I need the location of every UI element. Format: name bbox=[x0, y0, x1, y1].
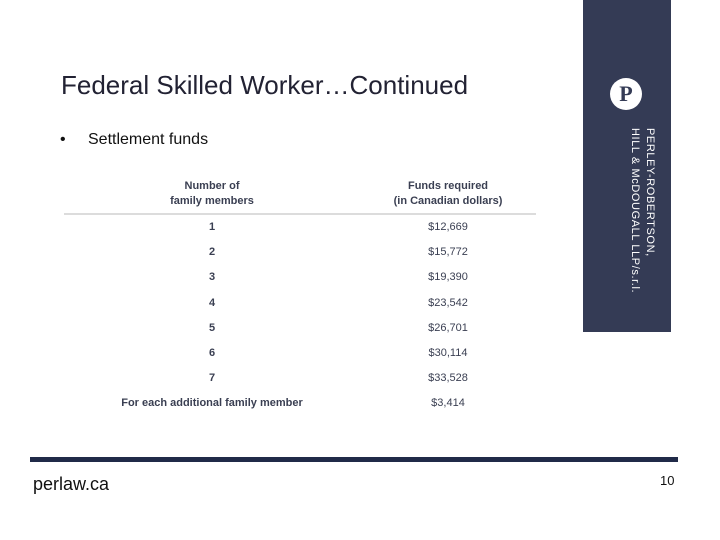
funds-cell: $33,528 bbox=[428, 372, 468, 385]
header-members-line2: family members bbox=[170, 195, 254, 207]
funds-cell: $23,542 bbox=[428, 296, 468, 309]
members-cell: 2 bbox=[208, 246, 216, 259]
header-funds-required bbox=[380, 179, 516, 209]
page-number: 10 bbox=[660, 473, 675, 488]
funds-cell: $15,772 bbox=[428, 246, 468, 259]
additional-member-funds: $3,414 bbox=[431, 397, 465, 410]
table-row bbox=[64, 240, 536, 265]
firm-logo: P bbox=[610, 78, 642, 110]
funds-cell: $30,114 bbox=[428, 346, 468, 359]
table-header bbox=[64, 175, 536, 215]
settlement-funds-table bbox=[64, 175, 536, 417]
header-funds-line1: Funds required bbox=[407, 180, 489, 192]
members-cell: 6 bbox=[208, 346, 216, 359]
header-funds-line2: (in Canadian dollars) bbox=[393, 195, 503, 207]
header-family-members bbox=[152, 179, 272, 209]
table-row bbox=[64, 291, 536, 316]
table-row bbox=[64, 215, 536, 240]
firm-name-line2: HILL & McDOUGALL LLP/s.r.l. bbox=[629, 128, 641, 294]
firm-name-line1: PERLEY-ROBERTSON, bbox=[644, 128, 656, 257]
header-members-line1: Number of bbox=[184, 180, 240, 192]
table-row bbox=[64, 366, 536, 391]
members-cell: 1 bbox=[208, 221, 216, 233]
table-row bbox=[64, 265, 536, 290]
funds-cell: $12,669 bbox=[428, 221, 468, 233]
members-cell: 4 bbox=[208, 296, 216, 309]
additional-member-label: For each additional family member bbox=[121, 397, 303, 410]
table-row-additional bbox=[64, 391, 536, 416]
firm-name-vertical bbox=[597, 128, 657, 308]
slide-title: Federal Skilled Worker…Continued bbox=[61, 70, 469, 100]
bullet-text: Settlement funds bbox=[88, 131, 209, 148]
table-row bbox=[64, 316, 536, 341]
bullet-item bbox=[60, 131, 208, 149]
members-cell: 7 bbox=[208, 372, 216, 385]
footer-website: perlaw.ca bbox=[33, 474, 110, 494]
bullet-marker: • bbox=[60, 131, 66, 148]
table-row bbox=[64, 341, 536, 366]
members-cell: 5 bbox=[208, 321, 216, 334]
brand-panel bbox=[583, 0, 671, 332]
funds-cell: $19,390 bbox=[428, 271, 468, 284]
footer-divider bbox=[30, 457, 678, 462]
members-cell: 3 bbox=[208, 271, 216, 284]
funds-cell: $26,701 bbox=[428, 321, 468, 334]
